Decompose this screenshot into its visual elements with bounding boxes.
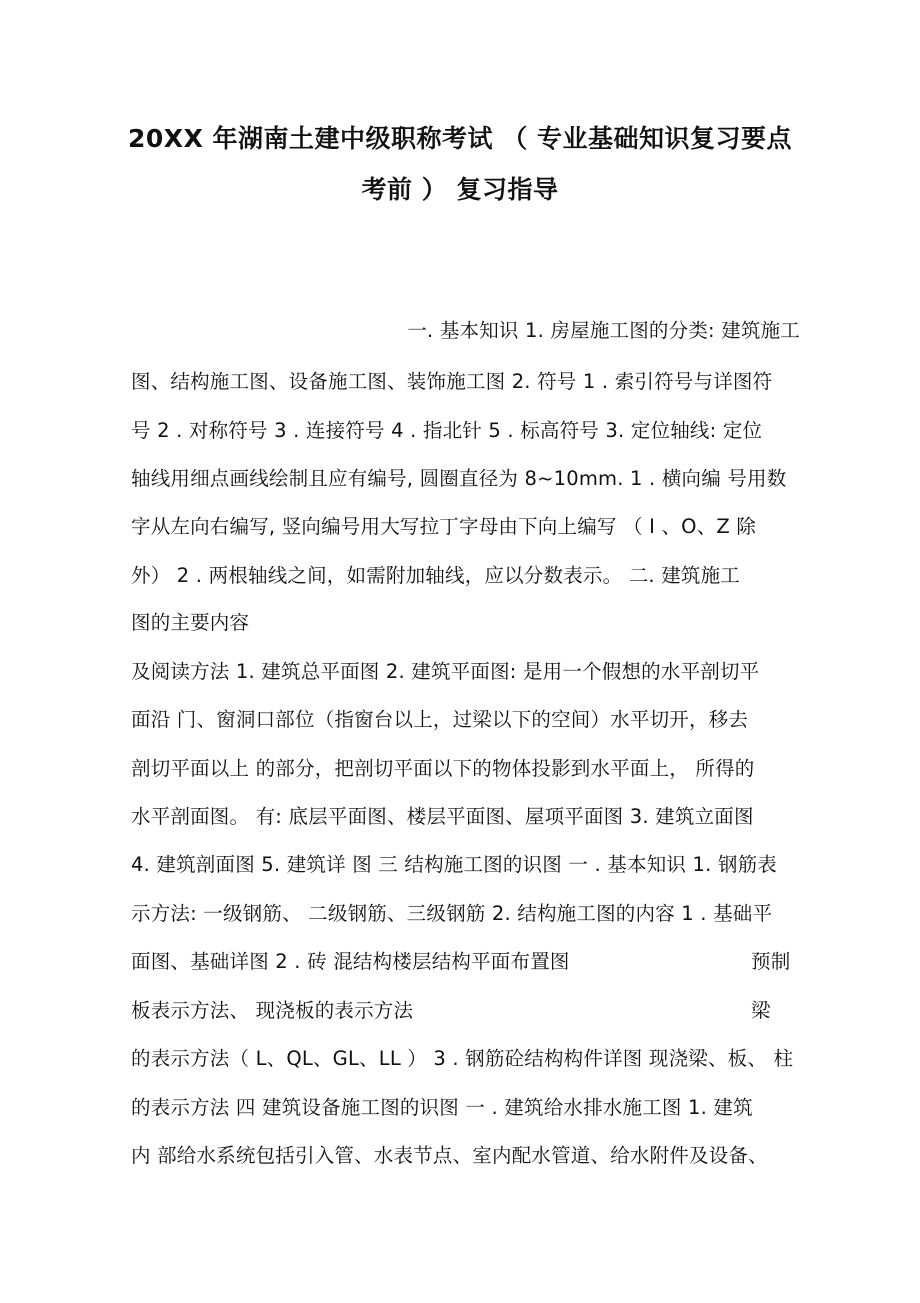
body-line-tail: 预制 — [751, 950, 791, 973]
body-line — [131, 949, 803, 975]
body-line: 外） 2 . 两根轴线之间，如需附加轴线，应以分数表示。 二. 建筑施工 — [131, 564, 740, 587]
body-line: 4. 建筑剖面图 5. 建筑详 图 三 结构施工图的识图 一 . 基本知识 1. 钢筋表 — [131, 853, 777, 876]
document-title-line-1: 20XX 年湖南土建中级职称考试 （ 专业基础知识复习要点 — [128, 124, 792, 153]
body-line: 号 2 . 对称符号 3 . 连接符号 4 . 指北针 5 . 标高符号 3. 定位轴线: 定位 — [131, 419, 763, 442]
body-line: 轴线用细点画线绘制且应有编号, 圆圈直径为 8~10mm. 1 . 横向编 号用数 — [131, 467, 787, 490]
body-line: 内 部给水系统包括引入管、水表节点、室内配水管道、给水附件及设备、 — [131, 1144, 768, 1167]
body-line-text: 板表示方法、 现浇板的表示方法 — [131, 999, 414, 1022]
body-line: 面沿 门、窗洞口部位（指窗台以上，过梁以下的空间）水平切开，移去 — [131, 708, 749, 731]
body-line: 水平剖面图。 有: 底层平面图、楼层平面图、屋项平面图 3. 建筑立面图 — [131, 805, 754, 828]
body-line: 一. 基本知识 1. 房屋施工图的分类: 建筑施工 — [407, 319, 800, 342]
body-line-tail: 梁 — [751, 999, 771, 1022]
body-line: 及阅读方法 1. 建筑总平面图 2. 建筑平面图: 是用一个假想的水平剖切平 — [131, 660, 760, 683]
body-line: 字从左向右编写, 竖向编号用大写拉丁字母由下向上编写 （ I 、O、Z 除 — [131, 515, 757, 538]
body-line: 的表示方法（ L、QL、GL、LL ） 3 . 钢筋砼结构构件详图 现浇梁、板、 柱 — [131, 1047, 794, 1070]
body-line: 剖切平面以上 的部分，把剖切平面以下的物体投影到水平面上， 所得的 — [131, 757, 755, 780]
body-line: 示方法: 一级钢筋、 二级钢筋、三级钢筋 2. 结构施工图的内容 1 . 基础平 — [131, 902, 773, 925]
body-line: 图的主要内容 — [131, 611, 250, 634]
document-title-line-2: 考前 ） 复习指导 — [361, 175, 559, 204]
body-line: 的表示方法 四 建筑设备施工图的识图 一 . 建筑给水排水施工图 1. 建筑 — [131, 1096, 753, 1119]
body-line-text: 面图、基础详图 2 . 砖 混结构楼层结构平面布置图 — [131, 950, 570, 973]
body-line — [131, 998, 803, 1024]
body-line: 图、结构施工图、设备施工图、装饰施工图 2. 符号 1 . 索引符号与详图符 — [131, 370, 773, 393]
